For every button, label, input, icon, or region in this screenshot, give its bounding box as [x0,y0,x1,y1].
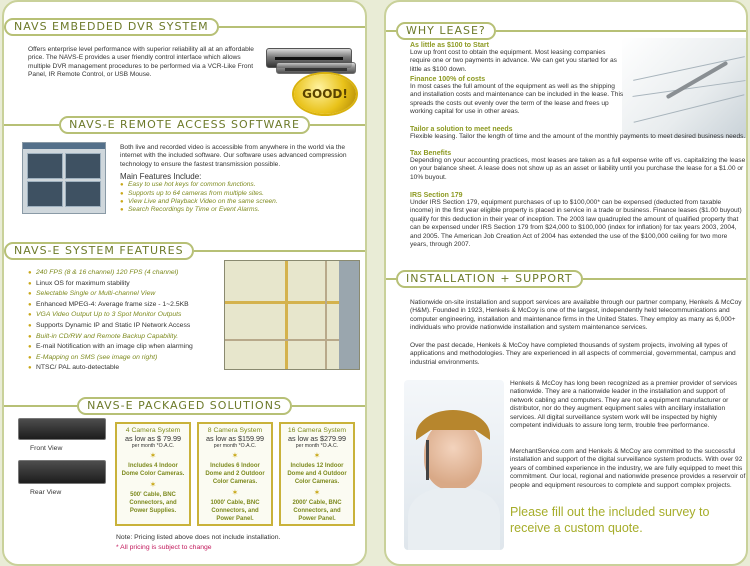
list-item: ● View Live and Playback Video on the same screen. [120,198,356,206]
lease-item-3 [410,126,746,141]
install-paragraph-1: Nationwide on-site installation and support services are available through our partner company, Henkels & McCoy (H&M). Founded in 1923, Henkels & McCoy is one of the largest, independently held telecommunications and computer engineering, installation and maintenance firms in the United States. They employ as many as 6,000+ individuals who provide nationwide installation and system maintenance services. [410,299,742,332]
solution-name: 16 Camera System [287,427,347,434]
pricing-disclaimer: * All pricing is subject to change [116,544,212,551]
remote-control-image [276,62,356,74]
list-item: ● E-mail Notification with an image clip when alarming [28,342,228,353]
lease-item-text: Under IRS Section 179, equipment purchases of up to $100,000* can be expensed (deducted from taxable income) in the first year eligible property is placed in service in a trade or business. Finance leases ($1.00 buyout) qualify for this deduction in their year of inception. The 2003 law quadrupled the amount of qualified property that can be expensed under IRS Section 179 from $24,000 to $100,000 (index for inflation) for tax years 2003, 2004, and 2005. The American Job Creation Act of 2004 has extended the use of the $100,000 ceiling for two more years, through 2007. [410,199,742,249]
lease-item-1 [410,42,626,74]
main-features-title: Main Features Include: [120,172,202,182]
list-item: ● VGA Video Output Up to 3 Spot Monitor Outputs [28,310,228,321]
packaged-section-title: NAVS-E PACKAGED SOLUTIONS [77,397,292,415]
lease-item-text: Flexible leasing. Tailor the length of time and the amount of the monthly payments to meet desired business needs. [410,133,746,140]
list-item: ● Linux OS for maximum stability [28,279,228,290]
install-section-title: INSTALLATION + SUPPORT [396,270,583,288]
install-section-header [386,270,746,288]
install-paragraph-2: Over the past decade, Henkels & McCoy have completed thousands of system projects, involving all types of applications and methodologies. They are experienced in all aspects of commercial, governmental, campus and industrial environments. [410,342,736,366]
list-item: ● NTSC/ PAL auto-detectable [28,363,228,374]
system-section-title: NAVS-E SYSTEM FEATURES [4,242,194,260]
right-panel [384,0,748,566]
front-view-label: Front View [30,445,63,452]
finance-graph-image [622,38,746,138]
solution-description: Includes 4 Indoor Dome Color Cameras. [121,463,185,477]
dvr-section-title: NAVS EMBEDDED DVR SYSTEM [4,18,219,36]
remote-content [120,144,356,215]
list-item: ● Search Recordings by Time or Event Alarms. [120,206,356,214]
list-item: ● Selectable Single or Multi-channel View [28,289,228,300]
lease-item-heading: IRS Section 179 [410,192,463,199]
solution-price: as low as $159.99 [206,434,264,443]
lease-item-text: Low up front cost to obtain the equipment. Most leasing companies require one or two payments in advance. We can get you started for as little as $100 down. [410,49,617,73]
star-icon: ✶ [231,451,239,460]
list-item: ● Supports Dynamic IP and Static IP Network Access [28,321,228,332]
remote-section-header [4,116,365,134]
solution-term: per month *O.A.C. [295,443,339,449]
packaged-section-header [4,397,365,415]
star-icon: ✶ [231,488,239,497]
support-rep-photo [404,380,504,550]
left-panel [2,0,367,566]
good-seal: GOOD! [294,74,356,114]
star-icon: ✶ [313,488,321,497]
list-item: ● Supports up to 64 cameras from multiple sites. [120,190,356,198]
list-item: ● E-Mapping on SMS (see image on right) [28,353,228,364]
software-screenshot [22,142,106,214]
solution-extras: 1000' Cable, BNC Connectors, and Power Panel. [210,500,260,522]
e-mapping-image [224,260,360,370]
front-view-image [18,418,106,440]
lease-item-text: Depending on your accounting practices, most leases are taken as a full expense write off vs. capitalizing the lease on your balance sheet. A lease does not show up as an asset or liability until you purchase the lease for a $1.00 or 10% buyout. [410,157,746,181]
solution-description: Includes 12 Indoor Dome and 4 Outdoor Color Cameras. [287,463,347,485]
lease-item-heading: Finance 100% of costs [410,76,486,83]
install-paragraph-3: Henkels & McCoy has long been recognized as a premier provider of services nationwide. They are a nationwide leader in the installation and support of network cabling and computers. They are not a equipment manufacturer or distributor, nor do they augment equipment sales with ancillary installation services. All digital surveillance system work will be inspected by highly competent individuals to assure long term, trouble free performance. [510,380,738,430]
lease-item-4 [410,150,746,182]
lease-item-heading: As little as $100 to Start [410,42,489,49]
solution-price: as low as $279.99 [288,434,346,443]
solution-card-4 [115,422,191,526]
solution-card-8 [197,422,273,526]
list-item: ● Built-in CD/RW and Remote Backup Capability. [28,332,228,343]
solution-term: per month *O.A.C. [131,443,175,449]
solution-card-16 [279,422,355,526]
rear-view-image [18,460,106,484]
lease-section-title: WHY LEASE? [396,22,496,40]
remote-section-title: NAVS-E REMOTE ACCESS SOFTWARE [59,116,310,134]
lease-item-5 [410,192,746,249]
system-features-list [28,268,228,374]
solution-term: per month *O.A.C. [213,443,257,449]
star-icon: ✶ [149,480,157,489]
install-paragraph-4: MerchantService.com and Henkels & McCoy are committed to the successful installation and support of the digital surveillance system products. With over 92 years of combined experience in the industry, we are fully equipped to meet this commitment. Our local, regional and nationwide presence provides a reservoir of people and equipment resources to complete and support complex projects. [510,448,746,489]
lease-item-heading: Tailor a solution to meet needs [410,126,513,133]
solution-extras: 500' Cable, BNC Connectors, and Power Supplies. [129,492,177,514]
star-icon: ✶ [149,451,157,460]
system-section-header [4,242,365,260]
lease-item-2 [410,76,626,117]
list-item: ● Easy to use hot keys for common functions. [120,181,356,189]
remote-features-list [120,181,356,215]
solution-price: as low as $ 79.99 [125,434,181,443]
list-item: ● Enhanced MPEG-4: Average frame size - 1~2.5KB [28,300,228,311]
lease-item-heading: Tax Benefits [410,150,452,157]
survey-call-to-action: Please fill out the included survey to receive a custom quote. [510,505,710,535]
rear-view-label: Rear View [30,489,62,496]
dvr-section-header [4,18,365,36]
dvr-description: Offers enterprise level performance with superior reliability all at an affordable price. The NAVS-E provides a user friendly control interface which allows multiple DVR management procedures to be performed via a VCR-Like Front Panel, IR Remote Control, or USB Mouse. [28,46,254,79]
solution-name: 4 Camera System [125,427,181,434]
lease-item-text: In most cases the full amount of the equipment as well as the shipping and installation costs and maintenance can be included in the lease. This spreads the costs out evenly over the term of the lease and frees up working capital for use in other areas. [410,83,624,116]
solution-description: Includes 6 Indoor Dome and 2 Outdoor Color Cameras. [205,463,265,485]
solution-name: 8 Camera System [207,427,263,434]
list-item: ● 240 FPS (8 & 16 channel) 120 FPS (4 channel) [28,268,228,279]
pricing-note: Note: Pricing listed above does not include installation. [116,534,281,541]
remote-description: Both live and recorded video is accessible from anywhere in the world via the internet with the included software. Our software uses advanced compression technology to ensure the fastest transmission possible. [120,144,347,168]
star-icon: ✶ [313,451,321,460]
solution-extras: 2000' Cable, BNC Connectors, and Power Panel. [292,500,342,522]
